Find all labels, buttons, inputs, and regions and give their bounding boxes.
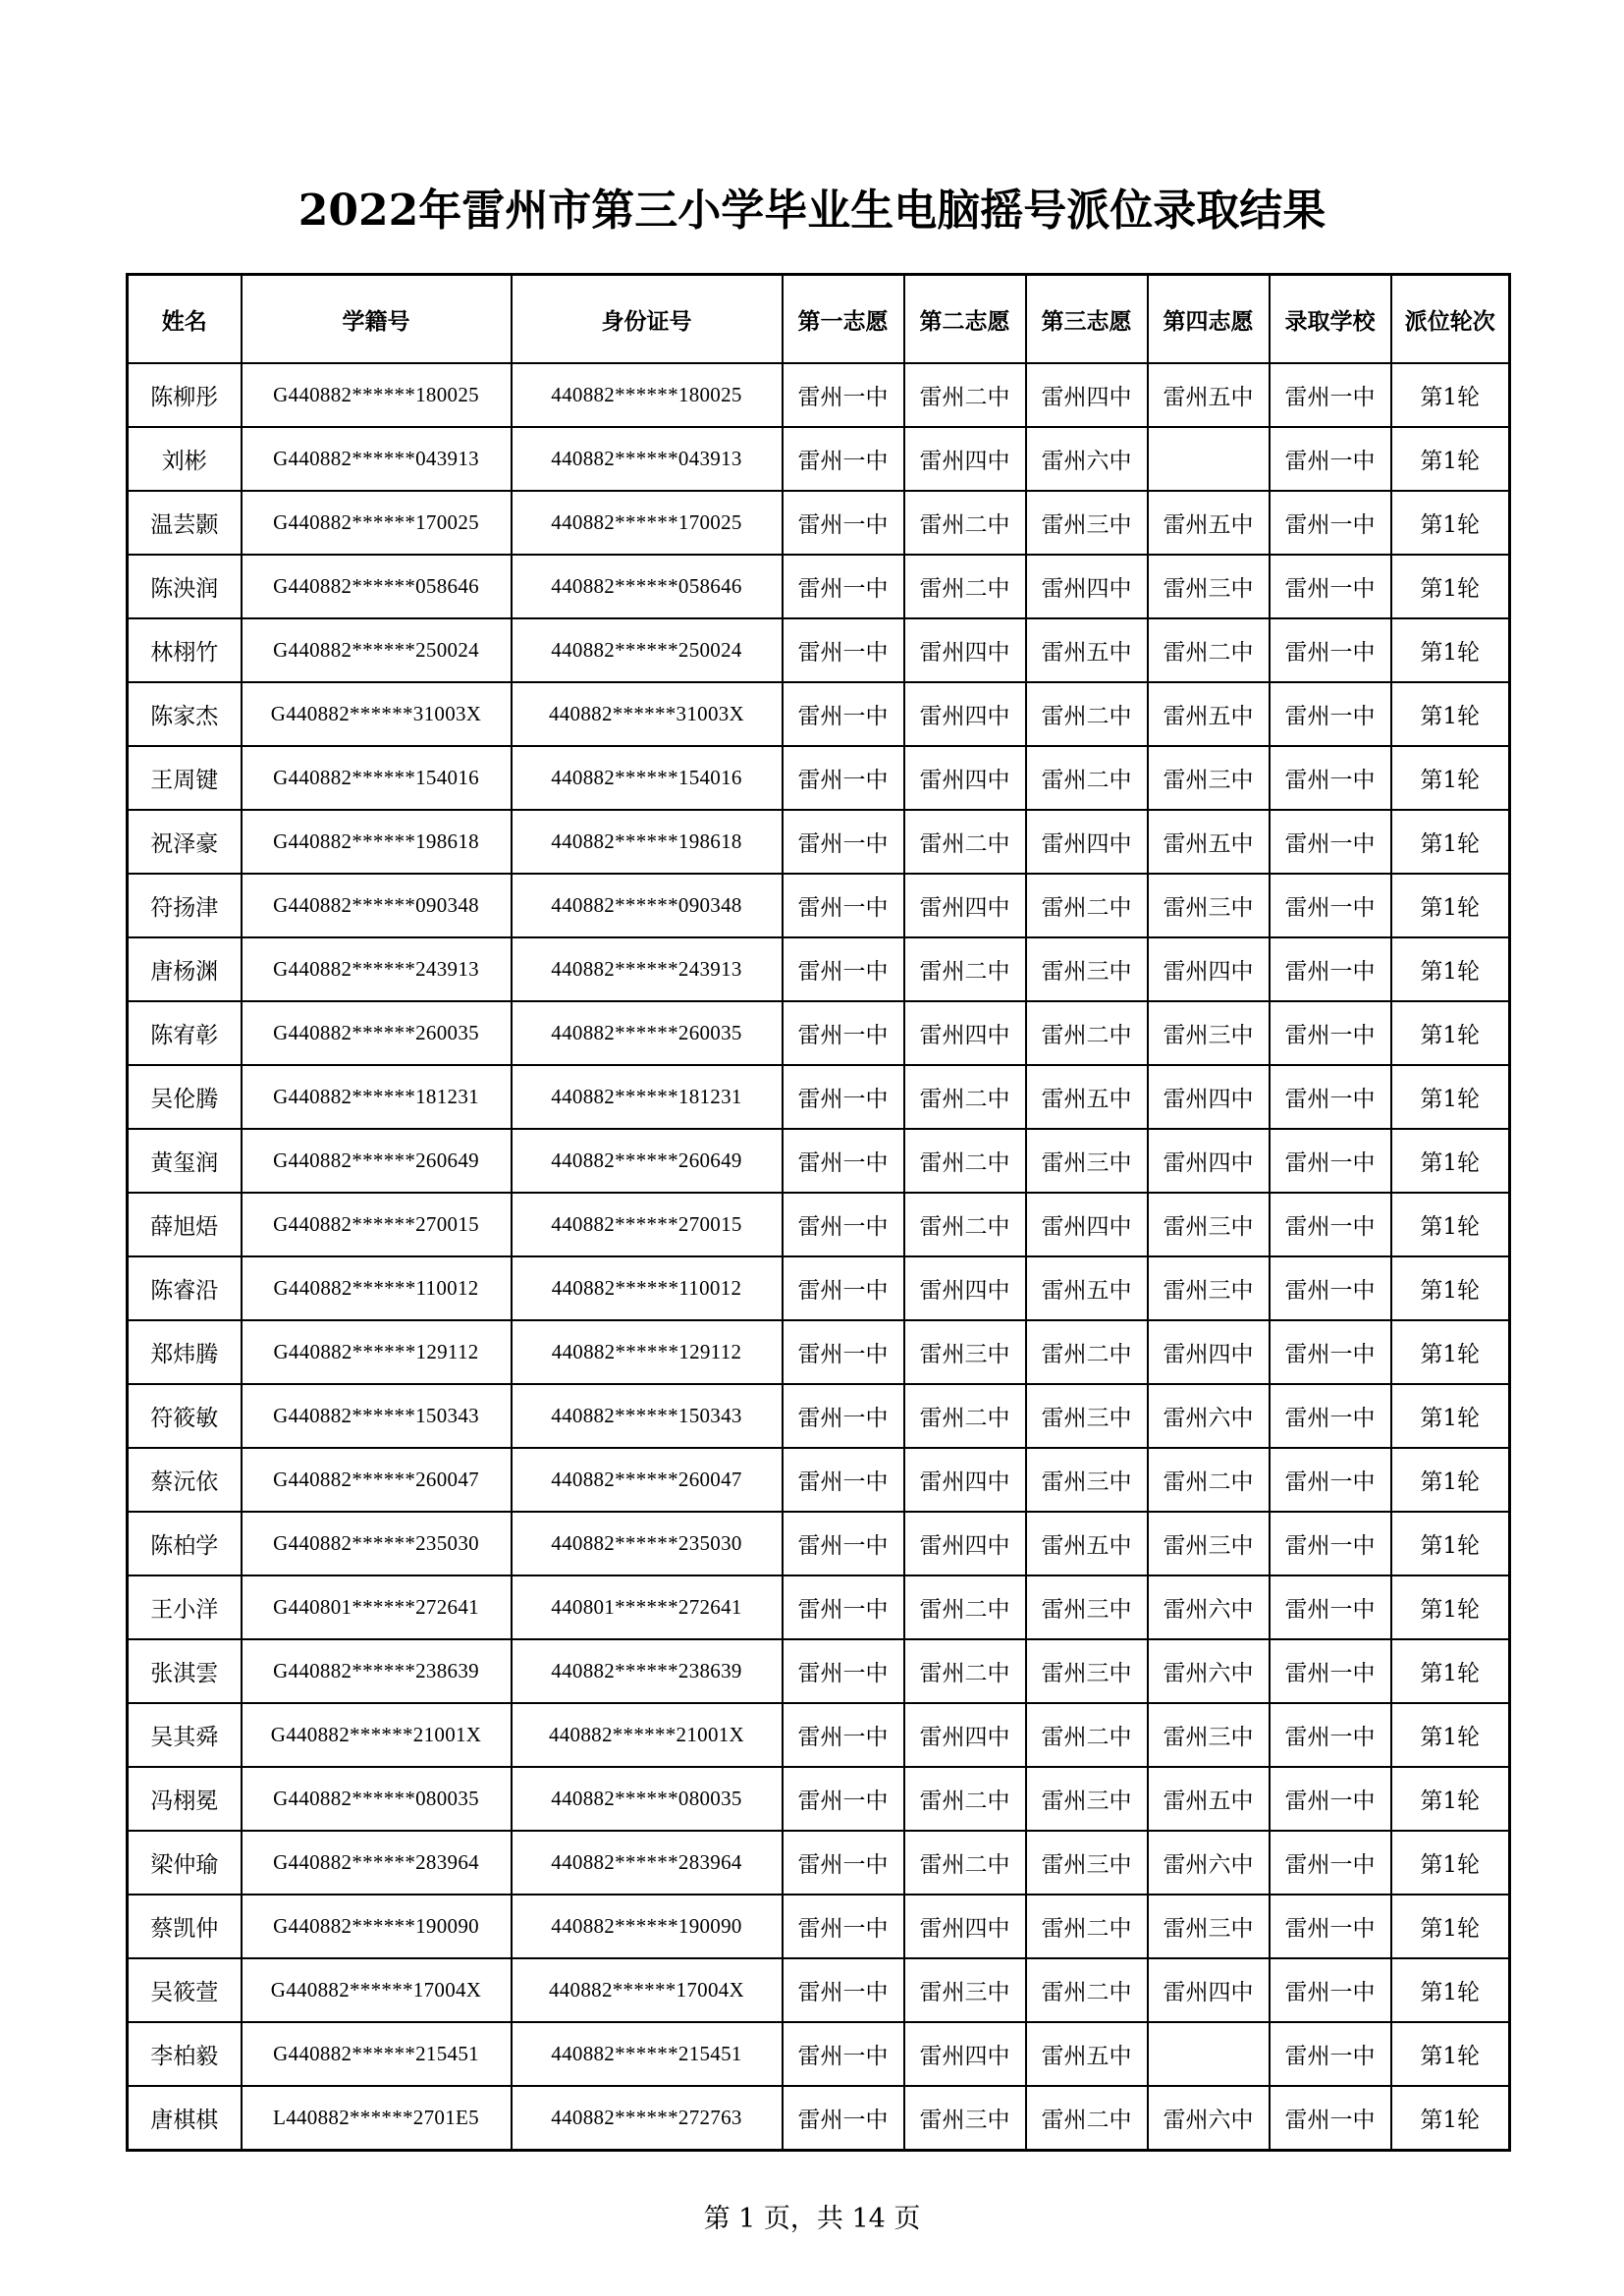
- cell-id-number: 440882******272763: [512, 2086, 783, 2151]
- cell-choice-3: 雷州六中: [1026, 427, 1148, 491]
- cell-round: 第1轮: [1391, 555, 1510, 618]
- cell-choice-4: 雷州四中: [1148, 1129, 1270, 1193]
- cell-id-number: 440882******181231: [512, 1065, 783, 1129]
- cell-round: 第1轮: [1391, 874, 1510, 937]
- cell-choice-4: 雷州三中: [1148, 555, 1270, 618]
- cell-round: 第1轮: [1391, 1639, 1510, 1703]
- cell-name: 唐棋棋: [128, 2086, 242, 2151]
- cell-id-number: 440882******170025: [512, 491, 783, 555]
- cell-round: 第1轮: [1391, 937, 1510, 1001]
- cell-choice-1: 雷州一中: [783, 1320, 904, 1384]
- cell-id-number: 440882******235030: [512, 1512, 783, 1575]
- cell-name: 蔡凯仲: [128, 1895, 242, 1958]
- cell-choice-1: 雷州一中: [783, 810, 904, 874]
- cell-choice-1: 雷州一中: [783, 1065, 904, 1129]
- cell-id-number: 440882******250024: [512, 618, 783, 682]
- cell-id-number: 440882******260035: [512, 1001, 783, 1065]
- cell-choice-2: 雷州四中: [904, 1256, 1026, 1320]
- cell-choice-2: 雷州二中: [904, 1639, 1026, 1703]
- table-row: [128, 1065, 1510, 1129]
- cell-name: 吴伦腾: [128, 1065, 242, 1129]
- cell-round: 第1轮: [1391, 1512, 1510, 1575]
- cell-admitted-school: 雷州一中: [1270, 937, 1391, 1001]
- cell-choice-1: 雷州一中: [783, 618, 904, 682]
- column-header-choice-2: 第二志愿: [904, 275, 1026, 364]
- cell-choice-2: 雷州四中: [904, 1895, 1026, 1958]
- cell-choice-1: 雷州一中: [783, 746, 904, 810]
- cell-choice-2: 雷州四中: [904, 1703, 1026, 1767]
- table-row: [128, 1767, 1510, 1831]
- cell-round: 第1轮: [1391, 2086, 1510, 2151]
- cell-round: 第1轮: [1391, 682, 1510, 746]
- cell-round: 第1轮: [1391, 1958, 1510, 2022]
- cell-round: 第1轮: [1391, 1001, 1510, 1065]
- cell-admitted-school: 雷州一中: [1270, 1129, 1391, 1193]
- cell-choice-4: 雷州六中: [1148, 1639, 1270, 1703]
- cell-admitted-school: 雷州一中: [1270, 1256, 1391, 1320]
- cell-choice-1: 雷州一中: [783, 874, 904, 937]
- admission-results-table: [126, 273, 1511, 2152]
- cell-name: 刘彬: [128, 427, 242, 491]
- cell-admitted-school: 雷州一中: [1270, 555, 1391, 618]
- cell-name: 郑炜腾: [128, 1320, 242, 1384]
- cell-round: 第1轮: [1391, 1703, 1510, 1767]
- cell-round: 第1轮: [1391, 1575, 1510, 1639]
- table-row: [128, 1256, 1510, 1320]
- cell-choice-4: 雷州四中: [1148, 937, 1270, 1001]
- cell-id-number: 440882******150343: [512, 1384, 783, 1448]
- cell-id-number: 440882******129112: [512, 1320, 783, 1384]
- cell-choice-4: 雷州五中: [1148, 682, 1270, 746]
- cell-choice-3: 雷州三中: [1026, 491, 1148, 555]
- table-row: [128, 1193, 1510, 1256]
- cell-choice-2: 雷州二中: [904, 363, 1026, 427]
- cell-choice-4: 雷州四中: [1148, 1320, 1270, 1384]
- cell-name: 林栩竹: [128, 618, 242, 682]
- cell-choice-2: 雷州二中: [904, 810, 1026, 874]
- cell-student-number: G440882******215451: [242, 2022, 512, 2086]
- cell-choice-3: 雷州三中: [1026, 1831, 1148, 1895]
- cell-student-number: G440882******150343: [242, 1384, 512, 1448]
- column-header-round: 派位轮次: [1391, 275, 1510, 364]
- cell-choice-4: 雷州二中: [1148, 1448, 1270, 1512]
- cell-choice-3: 雷州三中: [1026, 1575, 1148, 1639]
- cell-choice-3: 雷州二中: [1026, 746, 1148, 810]
- cell-choice-3: 雷州三中: [1026, 1639, 1148, 1703]
- cell-round: 第1轮: [1391, 491, 1510, 555]
- cell-student-number: G440882******190090: [242, 1895, 512, 1958]
- cell-choice-2: 雷州四中: [904, 2022, 1026, 2086]
- cell-choice-4: 雷州二中: [1148, 618, 1270, 682]
- cell-admitted-school: 雷州一中: [1270, 1193, 1391, 1256]
- cell-student-number: G440882******260047: [242, 1448, 512, 1512]
- cell-choice-3: 雷州四中: [1026, 363, 1148, 427]
- cell-admitted-school: 雷州一中: [1270, 427, 1391, 491]
- column-header-choice-1: 第一志愿: [783, 275, 904, 364]
- cell-id-number: 440882******260047: [512, 1448, 783, 1512]
- cell-name: 陈柳彤: [128, 363, 242, 427]
- cell-round: 第1轮: [1391, 1767, 1510, 1831]
- column-header-id-number: 身份证号: [512, 275, 783, 364]
- cell-admitted-school: 雷州一中: [1270, 1065, 1391, 1129]
- table-row: [128, 1895, 1510, 1958]
- cell-choice-4: 雷州三中: [1148, 1001, 1270, 1065]
- cell-choice-3: 雷州五中: [1026, 618, 1148, 682]
- cell-choice-1: 雷州一中: [783, 682, 904, 746]
- cell-choice-2: 雷州二中: [904, 1575, 1026, 1639]
- cell-choice-3: 雷州二中: [1026, 1703, 1148, 1767]
- cell-name: 王周键: [128, 746, 242, 810]
- table-row: [128, 618, 1510, 682]
- cell-choice-1: 雷州一中: [783, 1512, 904, 1575]
- cell-choice-4: 雷州四中: [1148, 1065, 1270, 1129]
- cell-choice-3: 雷州二中: [1026, 1895, 1148, 1958]
- cell-round: 第1轮: [1391, 1831, 1510, 1895]
- cell-round: 第1轮: [1391, 363, 1510, 427]
- cell-round: 第1轮: [1391, 1384, 1510, 1448]
- cell-choice-2: 雷州三中: [904, 2086, 1026, 2151]
- cell-choice-1: 雷州一中: [783, 1384, 904, 1448]
- cell-choice-3: 雷州二中: [1026, 682, 1148, 746]
- cell-student-number: G440882******17004X: [242, 1958, 512, 2022]
- cell-admitted-school: 雷州一中: [1270, 491, 1391, 555]
- cell-name: 陈宥彰: [128, 1001, 242, 1065]
- cell-admitted-school: 雷州一中: [1270, 363, 1391, 427]
- cell-choice-4: 雷州三中: [1148, 746, 1270, 810]
- cell-choice-1: 雷州一中: [783, 1256, 904, 1320]
- cell-student-number: G440882******058646: [242, 555, 512, 618]
- cell-student-number: G440882******198618: [242, 810, 512, 874]
- cell-admitted-school: 雷州一中: [1270, 874, 1391, 937]
- cell-id-number: 440882******21001X: [512, 1703, 783, 1767]
- cell-id-number: 440882******180025: [512, 363, 783, 427]
- cell-id-number: 440882******243913: [512, 937, 783, 1001]
- cell-student-number: G440882******129112: [242, 1320, 512, 1384]
- table-row: [128, 1958, 1510, 2022]
- cell-choice-2: 雷州四中: [904, 1448, 1026, 1512]
- cell-choice-4: 雷州四中: [1148, 1958, 1270, 2022]
- table-row: [128, 1639, 1510, 1703]
- cell-choice-4: [1148, 2022, 1270, 2086]
- cell-choice-4: 雷州六中: [1148, 1831, 1270, 1895]
- cell-name: 梁仲瑜: [128, 1831, 242, 1895]
- cell-round: 第1轮: [1391, 1895, 1510, 1958]
- cell-student-number: G440882******110012: [242, 1256, 512, 1320]
- cell-choice-3: 雷州二中: [1026, 1001, 1148, 1065]
- cell-student-number: G440882******080035: [242, 1767, 512, 1831]
- cell-student-number: G440882******260649: [242, 1129, 512, 1193]
- table-row: [128, 363, 1510, 427]
- table-row: [128, 555, 1510, 618]
- table-row: [128, 2086, 1510, 2151]
- cell-student-number: L440882******2701E5: [242, 2086, 512, 2151]
- cell-choice-2: 雷州三中: [904, 1320, 1026, 1384]
- cell-name: 唐杨渊: [128, 937, 242, 1001]
- cell-choice-2: 雷州四中: [904, 682, 1026, 746]
- cell-name: 冯栩冕: [128, 1767, 242, 1831]
- table-row: [128, 1001, 1510, 1065]
- cell-choice-2: 雷州三中: [904, 1958, 1026, 2022]
- cell-choice-4: 雷州五中: [1148, 810, 1270, 874]
- table-row: [128, 1448, 1510, 1512]
- cell-name: 张淇雲: [128, 1639, 242, 1703]
- cell-choice-1: 雷州一中: [783, 1193, 904, 1256]
- cell-id-number: 440882******154016: [512, 746, 783, 810]
- cell-choice-1: 雷州一中: [783, 1129, 904, 1193]
- cell-admitted-school: 雷州一中: [1270, 1512, 1391, 1575]
- cell-round: 第1轮: [1391, 746, 1510, 810]
- cell-choice-3: 雷州二中: [1026, 1958, 1148, 2022]
- cell-choice-4: 雷州六中: [1148, 1575, 1270, 1639]
- cell-choice-4: 雷州三中: [1148, 1895, 1270, 1958]
- table-row: [128, 1831, 1510, 1895]
- cell-choice-1: 雷州一中: [783, 1001, 904, 1065]
- cell-admitted-school: 雷州一中: [1270, 2086, 1391, 2151]
- cell-choice-4: 雷州五中: [1148, 363, 1270, 427]
- cell-choice-3: 雷州三中: [1026, 1767, 1148, 1831]
- cell-id-number: 440882******043913: [512, 427, 783, 491]
- column-header-student-number: 学籍号: [242, 275, 512, 364]
- cell-choice-2: 雷州二中: [904, 1129, 1026, 1193]
- cell-choice-2: 雷州二中: [904, 1767, 1026, 1831]
- cell-choice-2: 雷州二中: [904, 491, 1026, 555]
- cell-name: 符扬津: [128, 874, 242, 937]
- table-row: [128, 810, 1510, 874]
- cell-id-number: 440882******260649: [512, 1129, 783, 1193]
- cell-admitted-school: 雷州一中: [1270, 1575, 1391, 1639]
- table-row: [128, 427, 1510, 491]
- cell-admitted-school: 雷州一中: [1270, 682, 1391, 746]
- cell-choice-1: 雷州一中: [783, 491, 904, 555]
- cell-round: 第1轮: [1391, 1065, 1510, 1129]
- cell-student-number: G440882******31003X: [242, 682, 512, 746]
- cell-student-number: G440882******235030: [242, 1512, 512, 1575]
- cell-student-number: G440882******283964: [242, 1831, 512, 1895]
- cell-student-number: G440882******270015: [242, 1193, 512, 1256]
- cell-choice-2: 雷州二中: [904, 1193, 1026, 1256]
- column-header-name: 姓名: [128, 275, 242, 364]
- cell-choice-1: 雷州一中: [783, 427, 904, 491]
- column-header-choice-3: 第三志愿: [1026, 275, 1148, 364]
- cell-student-number: G440882******181231: [242, 1065, 512, 1129]
- cell-admitted-school: 雷州一中: [1270, 1703, 1391, 1767]
- cell-choice-4: 雷州三中: [1148, 1512, 1270, 1575]
- cell-choice-2: 雷州四中: [904, 1001, 1026, 1065]
- table-row: [128, 937, 1510, 1001]
- cell-choice-4: 雷州三中: [1148, 1193, 1270, 1256]
- cell-choice-2: 雷州四中: [904, 427, 1026, 491]
- cell-choice-1: 雷州一中: [783, 1639, 904, 1703]
- cell-admitted-school: 雷州一中: [1270, 1639, 1391, 1703]
- column-header-admitted-school: 录取学校: [1270, 275, 1391, 364]
- cell-name: 蔡沅依: [128, 1448, 242, 1512]
- cell-round: 第1轮: [1391, 1448, 1510, 1512]
- cell-round: 第1轮: [1391, 2022, 1510, 2086]
- cell-choice-3: 雷州五中: [1026, 1256, 1148, 1320]
- cell-name: 黄玺润: [128, 1129, 242, 1193]
- cell-student-number: G440801******272641: [242, 1575, 512, 1639]
- cell-choice-4: 雷州三中: [1148, 1256, 1270, 1320]
- cell-student-number: G440882******154016: [242, 746, 512, 810]
- cell-choice-3: 雷州三中: [1026, 937, 1148, 1001]
- cell-name: 陈家杰: [128, 682, 242, 746]
- cell-choice-3: 雷州四中: [1026, 1193, 1148, 1256]
- cell-choice-4: 雷州六中: [1148, 1384, 1270, 1448]
- cell-admitted-school: 雷州一中: [1270, 1448, 1391, 1512]
- table-row: [128, 874, 1510, 937]
- table-row: [128, 1703, 1510, 1767]
- cell-choice-4: 雷州六中: [1148, 2086, 1270, 2151]
- cell-choice-1: 雷州一中: [783, 363, 904, 427]
- cell-choice-3: 雷州二中: [1026, 1320, 1148, 1384]
- table-row: [128, 1320, 1510, 1384]
- page-title: 2022年雷州市第三小学毕业生电脑摇号派位录取结果: [298, 186, 1326, 236]
- cell-name: 陈睿沿: [128, 1256, 242, 1320]
- cell-id-number: 440882******215451: [512, 2022, 783, 2086]
- cell-id-number: 440882******190090: [512, 1895, 783, 1958]
- cell-choice-2: 雷州四中: [904, 746, 1026, 810]
- cell-choice-2: 雷州四中: [904, 1512, 1026, 1575]
- cell-name: 祝泽豪: [128, 810, 242, 874]
- cell-choice-1: 雷州一中: [783, 2022, 904, 2086]
- cell-choice-4: 雷州五中: [1148, 491, 1270, 555]
- cell-choice-1: 雷州一中: [783, 1703, 904, 1767]
- cell-id-number: 440882******283964: [512, 1831, 783, 1895]
- cell-id-number: 440882******080035: [512, 1767, 783, 1831]
- cell-choice-3: 雷州四中: [1026, 810, 1148, 874]
- cell-round: 第1轮: [1391, 810, 1510, 874]
- cell-choice-3: 雷州二中: [1026, 2086, 1148, 2151]
- cell-choice-1: 雷州一中: [783, 1767, 904, 1831]
- cell-student-number: G440882******260035: [242, 1001, 512, 1065]
- cell-student-number: G440882******043913: [242, 427, 512, 491]
- table-row: [128, 682, 1510, 746]
- cell-student-number: G440882******090348: [242, 874, 512, 937]
- cell-admitted-school: 雷州一中: [1270, 1895, 1391, 1958]
- cell-student-number: G440882******250024: [242, 618, 512, 682]
- cell-choice-3: 雷州五中: [1026, 2022, 1148, 2086]
- page-footer: 第 1 页，共 14 页: [703, 2204, 921, 2234]
- cell-admitted-school: 雷州一中: [1270, 1831, 1391, 1895]
- table-row: [128, 1575, 1510, 1639]
- cell-admitted-school: 雷州一中: [1270, 1320, 1391, 1384]
- cell-name: 陈柏学: [128, 1512, 242, 1575]
- cell-admitted-school: 雷州一中: [1270, 618, 1391, 682]
- cell-student-number: G440882******21001X: [242, 1703, 512, 1767]
- cell-choice-4: 雷州三中: [1148, 1703, 1270, 1767]
- cell-choice-1: 雷州一中: [783, 1895, 904, 1958]
- cell-id-number: 440882******090348: [512, 874, 783, 937]
- cell-choice-1: 雷州一中: [783, 1958, 904, 2022]
- cell-student-number: G440882******170025: [242, 491, 512, 555]
- table-row: [128, 2022, 1510, 2086]
- cell-choice-3: 雷州五中: [1026, 1512, 1148, 1575]
- cell-round: 第1轮: [1391, 427, 1510, 491]
- cell-choice-2: 雷州二中: [904, 555, 1026, 618]
- cell-admitted-school: 雷州一中: [1270, 2022, 1391, 2086]
- cell-id-number: 440882******110012: [512, 1256, 783, 1320]
- cell-student-number: G440882******180025: [242, 363, 512, 427]
- cell-choice-3: 雷州三中: [1026, 1384, 1148, 1448]
- cell-id-number: 440882******238639: [512, 1639, 783, 1703]
- table-row: [128, 1512, 1510, 1575]
- cell-name: 吴其舜: [128, 1703, 242, 1767]
- cell-choice-1: 雷州一中: [783, 1831, 904, 1895]
- cell-round: 第1轮: [1391, 1256, 1510, 1320]
- cell-choice-4: 雷州三中: [1148, 874, 1270, 937]
- cell-choice-2: 雷州二中: [904, 1384, 1026, 1448]
- column-header-choice-4: 第四志愿: [1148, 275, 1270, 364]
- cell-choice-3: 雷州三中: [1026, 1448, 1148, 1512]
- cell-admitted-school: 雷州一中: [1270, 810, 1391, 874]
- cell-choice-4: 雷州五中: [1148, 1767, 1270, 1831]
- cell-name: 符筱敏: [128, 1384, 242, 1448]
- cell-choice-3: 雷州五中: [1026, 1065, 1148, 1129]
- cell-round: 第1轮: [1391, 1320, 1510, 1384]
- cell-admitted-school: 雷州一中: [1270, 1384, 1391, 1448]
- cell-choice-1: 雷州一中: [783, 2086, 904, 2151]
- cell-choice-4: [1148, 427, 1270, 491]
- cell-choice-1: 雷州一中: [783, 555, 904, 618]
- cell-id-number: 440882******058646: [512, 555, 783, 618]
- cell-name: 薛旭焐: [128, 1193, 242, 1256]
- cell-id-number: 440882******270015: [512, 1193, 783, 1256]
- cell-choice-3: 雷州三中: [1026, 1129, 1148, 1193]
- cell-choice-1: 雷州一中: [783, 937, 904, 1001]
- cell-admitted-school: 雷州一中: [1270, 1001, 1391, 1065]
- cell-id-number: 440882******17004X: [512, 1958, 783, 2022]
- cell-choice-1: 雷州一中: [783, 1575, 904, 1639]
- table-header-row: [128, 275, 1510, 364]
- cell-choice-2: 雷州二中: [904, 1831, 1026, 1895]
- table-row: [128, 1384, 1510, 1448]
- cell-round: 第1轮: [1391, 1129, 1510, 1193]
- table-row: [128, 746, 1510, 810]
- table-body: [128, 363, 1510, 2151]
- cell-student-number: G440882******243913: [242, 937, 512, 1001]
- cell-id-number: 440801******272641: [512, 1575, 783, 1639]
- cell-name: 王小洋: [128, 1575, 242, 1639]
- table-row: [128, 1129, 1510, 1193]
- cell-id-number: 440882******31003X: [512, 682, 783, 746]
- cell-choice-2: 雷州二中: [904, 1065, 1026, 1129]
- cell-choice-3: 雷州四中: [1026, 555, 1148, 618]
- table-row: [128, 491, 1510, 555]
- cell-choice-2: 雷州二中: [904, 937, 1026, 1001]
- cell-choice-2: 雷州四中: [904, 618, 1026, 682]
- cell-round: 第1轮: [1391, 618, 1510, 682]
- cell-id-number: 440882******198618: [512, 810, 783, 874]
- cell-admitted-school: 雷州一中: [1270, 746, 1391, 810]
- cell-round: 第1轮: [1391, 1193, 1510, 1256]
- cell-name: 温芸颢: [128, 491, 242, 555]
- cell-name: 吴筱萱: [128, 1958, 242, 2022]
- cell-admitted-school: 雷州一中: [1270, 1767, 1391, 1831]
- cell-admitted-school: 雷州一中: [1270, 1958, 1391, 2022]
- cell-name: 陈泱润: [128, 555, 242, 618]
- cell-name: 李柏毅: [128, 2022, 242, 2086]
- cell-choice-2: 雷州四中: [904, 874, 1026, 937]
- cell-choice-1: 雷州一中: [783, 1448, 904, 1512]
- cell-student-number: G440882******238639: [242, 1639, 512, 1703]
- cell-choice-3: 雷州二中: [1026, 874, 1148, 937]
